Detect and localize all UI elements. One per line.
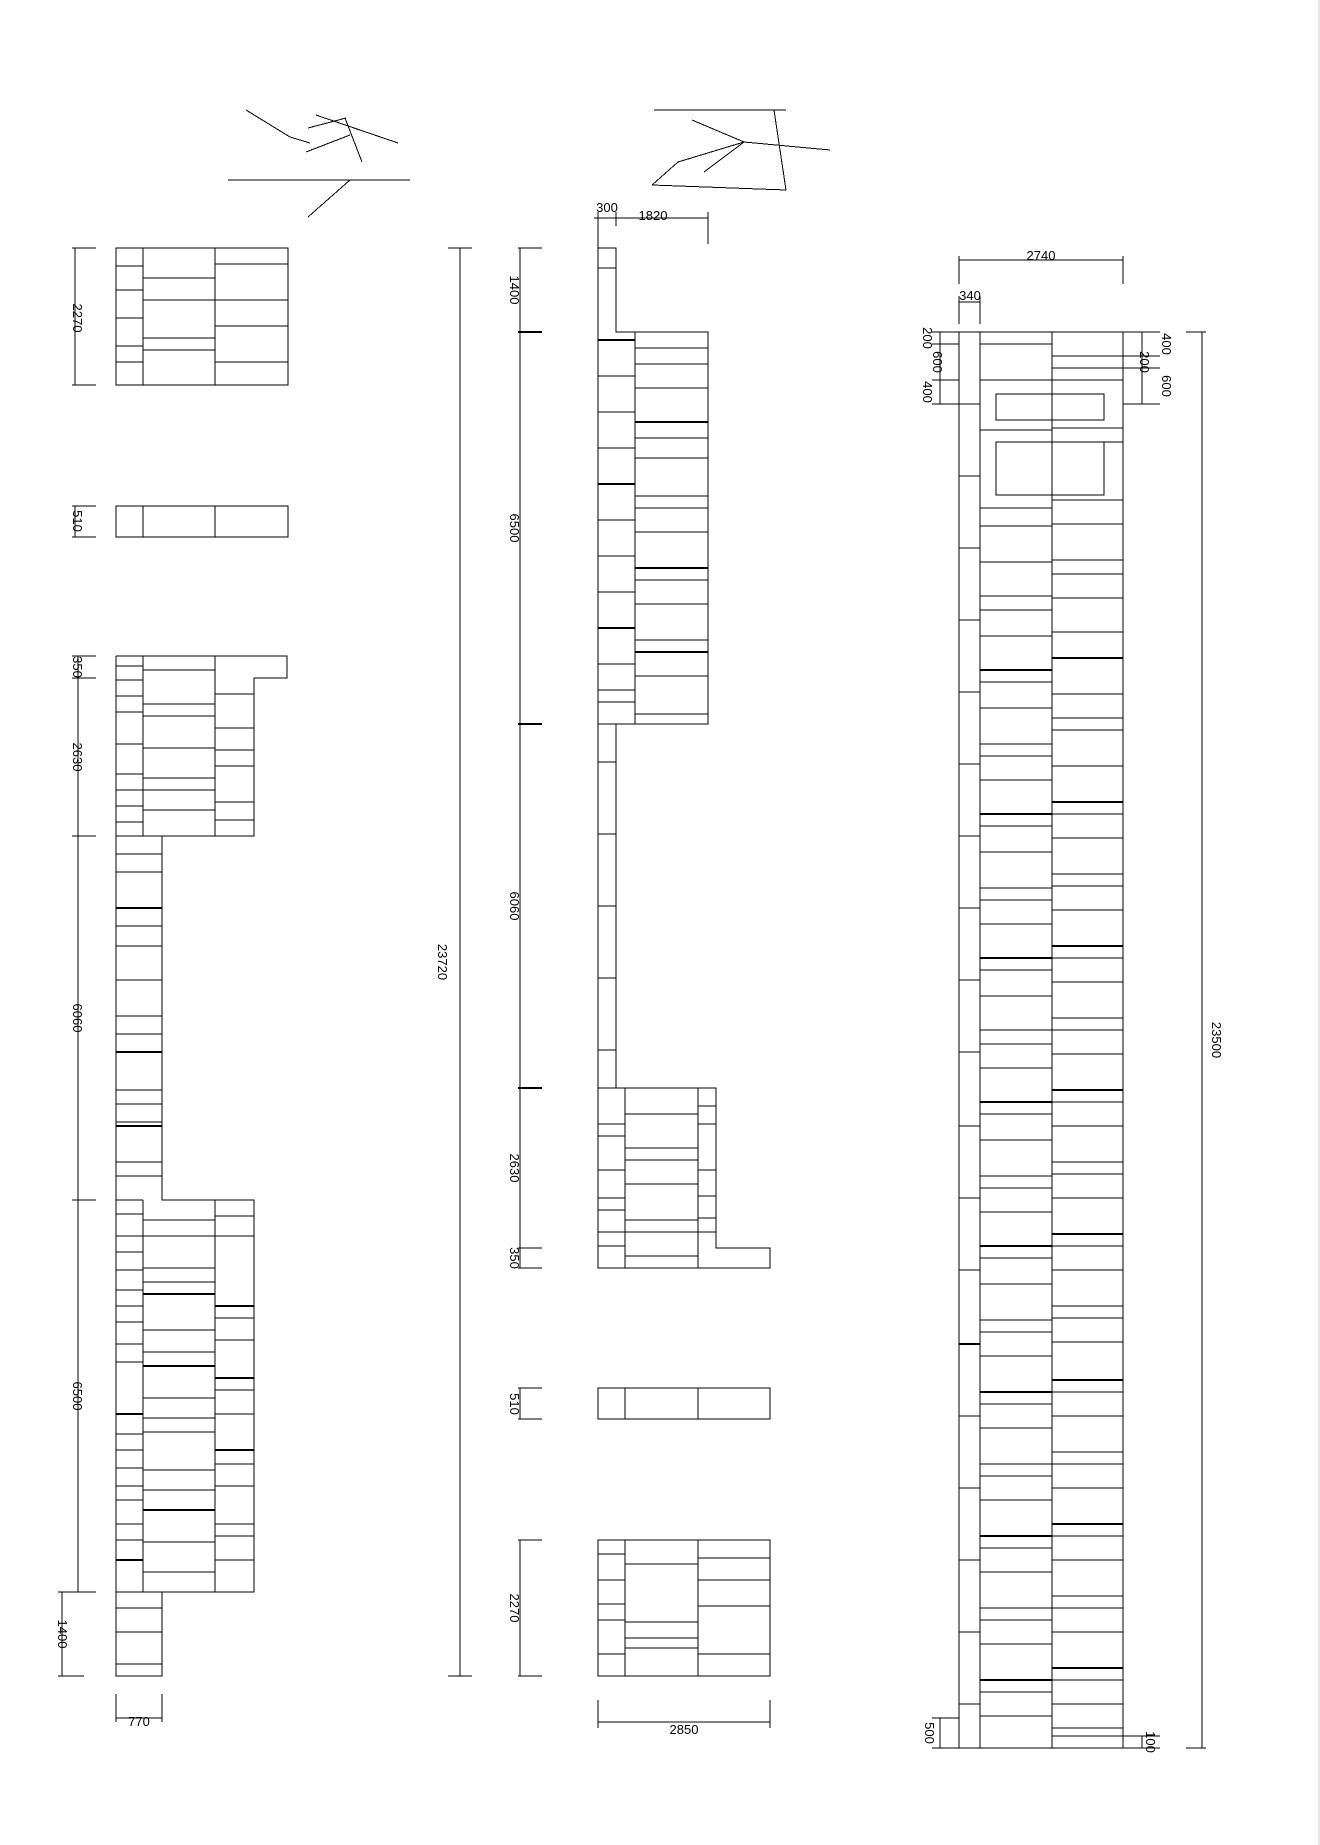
dim-p3-bottom-left: 500	[922, 1722, 937, 1744]
dim-p2-h-upper: 6500	[507, 513, 522, 543]
panel-1	[55, 248, 472, 1729]
dim-p3-r-200: 200	[1137, 351, 1152, 373]
p2-dim-chain	[518, 212, 770, 1728]
dim-p1-h-lower: 6500	[70, 1381, 85, 1411]
p1-top-block	[116, 248, 288, 385]
dim-p1-h-tail: 1400	[55, 1619, 70, 1649]
p1-dim-chain	[58, 248, 162, 1722]
dim-p3-r-600: 600	[1159, 375, 1174, 397]
p1-upper-block	[116, 656, 287, 1676]
dim-p1-width: 770	[128, 1714, 150, 1729]
dim-p1-h-upper: 2630	[70, 742, 85, 772]
p2-main-outline	[598, 248, 770, 1268]
dim-p3-l-400: 400	[920, 381, 935, 403]
p3-opening-2	[996, 442, 1104, 495]
p2-bottom-block	[598, 1540, 770, 1676]
dim-p2-h-strip: 510	[507, 1393, 522, 1415]
dim-p3-bottom-right: 100	[1143, 1731, 1158, 1753]
dim-p3-l-600: 600	[930, 351, 945, 373]
dim-p2-w-top: 1820	[638, 208, 668, 223]
direction-sketch-right	[652, 110, 830, 190]
p3-opening-1	[996, 394, 1104, 420]
dim-p1-h-step: 350	[70, 656, 85, 678]
direction-sketch-left	[228, 110, 410, 217]
dim-p2-h-bottom: 2270	[507, 1593, 522, 1623]
dim-p2-w-small: 300	[596, 200, 618, 215]
dim-p2-h-lower: 2630	[507, 1153, 522, 1183]
dim-p3-l-200: 200	[920, 327, 935, 349]
dim-p1-h-narrow: 6060	[70, 1003, 85, 1033]
dim-total-a: 23720	[435, 943, 450, 981]
dim-p1-h-strip: 510	[70, 510, 85, 532]
dim-p3-w-col: 340	[959, 288, 981, 303]
dim-p2-width: 2850	[669, 1722, 699, 1737]
dim-p3-width: 2740	[1026, 248, 1056, 263]
dim-p1-h-top: 2270	[70, 303, 85, 333]
p2-strip	[598, 1388, 770, 1419]
dim-p2-h-top: 1400	[507, 275, 522, 305]
dim-p2-h-mid: 6060	[507, 891, 522, 921]
dim-p2-h-step: 350	[507, 1247, 522, 1269]
dim-p3-total: 23500	[1209, 1021, 1224, 1059]
panel-2	[507, 200, 770, 1737]
dim-p3-r-400: 400	[1159, 333, 1174, 355]
p1-strip	[116, 506, 288, 537]
panel-3	[920, 248, 1224, 1753]
